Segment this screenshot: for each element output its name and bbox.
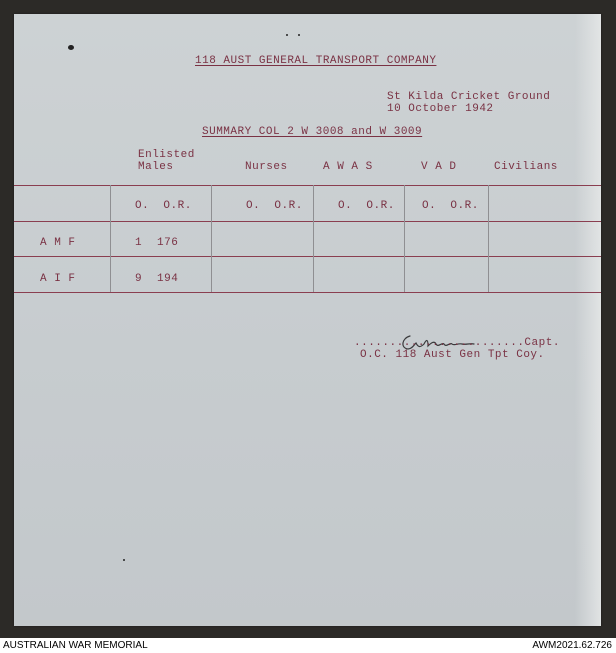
- row-label-aif: A I F: [40, 273, 76, 285]
- table-rule: [14, 292, 601, 293]
- summary-heading: SUMMARY COL 2 W 3008 and W 3009: [202, 126, 423, 138]
- footer-bar: [0, 638, 616, 653]
- table-column-divider: [110, 185, 111, 292]
- table-column-divider: [488, 185, 489, 292]
- document-page: [14, 14, 601, 626]
- subheader-vad: O. O.R.: [422, 200, 479, 212]
- header-vad: V A D: [421, 161, 457, 173]
- table-column-divider: [211, 185, 212, 292]
- header-enlisted-line1: Enlisted: [138, 149, 195, 161]
- ink-speck: [286, 34, 288, 36]
- table-rule: [14, 256, 601, 257]
- footer-accession-number: AWM2021.62.726: [532, 640, 612, 651]
- subheader-nurses: O. O.R.: [246, 200, 303, 212]
- subheader-enlisted: O. O.R.: [135, 200, 192, 212]
- header-enlisted-line2: Males: [138, 161, 174, 173]
- row-amf-officers: 1: [135, 237, 143, 249]
- table-column-divider: [404, 185, 405, 292]
- signature-caption: O.C. 118 Aust Gen Tpt Coy.: [360, 349, 545, 361]
- header-awas: A W A S: [323, 161, 373, 173]
- paper-edge: [575, 14, 601, 626]
- row-amf-other-ranks: 176: [157, 237, 179, 249]
- row-aif-other-ranks: 194: [157, 273, 179, 285]
- ink-speck: [123, 559, 125, 561]
- header-nurses: Nurses: [245, 161, 288, 173]
- signature-dots: ........................Capt.: [354, 337, 560, 349]
- ink-speck: [68, 45, 74, 50]
- document-date: 10 October 1942: [387, 103, 494, 115]
- footer-credit: AUSTRALIAN WAR MEMORIAL: [3, 640, 148, 651]
- ink-speck: [298, 34, 300, 36]
- table-column-divider: [313, 185, 314, 292]
- row-aif-officers: 9: [135, 273, 143, 285]
- table-rule: [14, 185, 601, 186]
- row-label-amf: A M F: [40, 237, 76, 249]
- document-location: St Kilda Cricket Ground: [387, 91, 551, 103]
- document-title: 118 AUST GENERAL TRANSPORT COMPANY: [195, 55, 437, 67]
- subheader-awas: O. O.R.: [338, 200, 395, 212]
- header-civilians: Civilians: [494, 161, 558, 173]
- table-rule: [14, 221, 601, 222]
